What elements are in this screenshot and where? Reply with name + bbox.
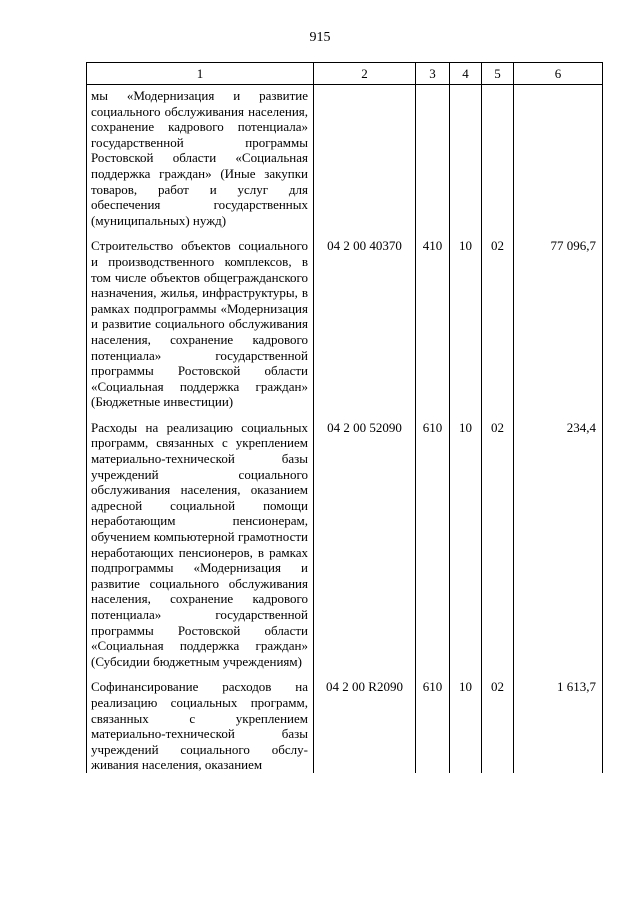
row-subsection: 02 bbox=[482, 228, 514, 410]
row-section: 10 bbox=[450, 228, 482, 410]
row-target-code: 04 2 00 52090 bbox=[314, 410, 416, 670]
row-amount bbox=[514, 85, 603, 229]
table-row bbox=[87, 85, 603, 229]
table-row bbox=[87, 669, 603, 773]
row-section bbox=[450, 85, 482, 229]
row-amount: 77 096,7 bbox=[514, 228, 603, 410]
row-description: Софинансирование расходов на реализацию социальных программ, связанных с укреплением материально-технической базы учреждений социального обслуживания населения, оказанием bbox=[87, 669, 314, 773]
row-description: Расходы на реализацию социальных программ, связанных с укреплением материально-технической базы учреждений социального обслуживания населения, оказанием адресной социальной помощи неработающим пенсионерам, обучением компьютерной грамотности неработающих пенсионеров, в рамках подпрограммы «Модернизация и развитие социального обслуживания населения, сохранение кадрового потенциала» государственной программы Ростовской области «Социальная поддержка граждан» (Субсидии бюджетным учреждениям) bbox=[87, 410, 314, 670]
row-target-code bbox=[314, 85, 416, 229]
column-header-6: 6 bbox=[514, 63, 603, 85]
table-row bbox=[87, 410, 603, 670]
column-header-4: 4 bbox=[450, 63, 482, 85]
column-header-2: 2 bbox=[314, 63, 416, 85]
row-subsection: 02 bbox=[482, 669, 514, 773]
page-number: 915 bbox=[309, 30, 331, 45]
row-target-code: 04 2 00 40370 bbox=[314, 228, 416, 410]
row-amount: 1 613,7 bbox=[514, 669, 603, 773]
table-header-row bbox=[87, 63, 603, 85]
row-description: мы «Модернизация и развитие социального обслуживания населения, сохранение кадрового потенциала» государственной программы Ростовской области «Социальная поддержка граждан» (Иные закупки товаров, работ и услуг для обеспечения государственных (муниципальных) нужд) bbox=[87, 85, 314, 229]
column-header-1: 1 bbox=[87, 63, 314, 85]
table-row bbox=[87, 228, 603, 410]
row-subsection bbox=[482, 85, 514, 229]
row-expense-type bbox=[416, 85, 450, 229]
row-expense-type: 610 bbox=[416, 669, 450, 773]
row-section: 10 bbox=[450, 410, 482, 670]
row-expense-type: 610 bbox=[416, 410, 450, 670]
row-description: Строительство объектов социального и производственного комплексов, в том числе объектов общегражданского назначения, жилья, инфраструктуры, в рамках подпрограммы «Модернизация и развитие социального обслуживания населения, сохранение кадрового потенциала» государственной программы Ростовской области «Социальная поддержка граждан» (Бюджетные инвестиции) bbox=[87, 228, 314, 410]
budget-table bbox=[86, 62, 603, 773]
column-header-3: 3 bbox=[416, 63, 450, 85]
row-subsection: 02 bbox=[482, 410, 514, 670]
row-section: 10 bbox=[450, 669, 482, 773]
column-header-5: 5 bbox=[482, 63, 514, 85]
row-amount: 234,4 bbox=[514, 410, 603, 670]
row-target-code: 04 2 00 R2090 bbox=[314, 669, 416, 773]
row-expense-type: 410 bbox=[416, 228, 450, 410]
